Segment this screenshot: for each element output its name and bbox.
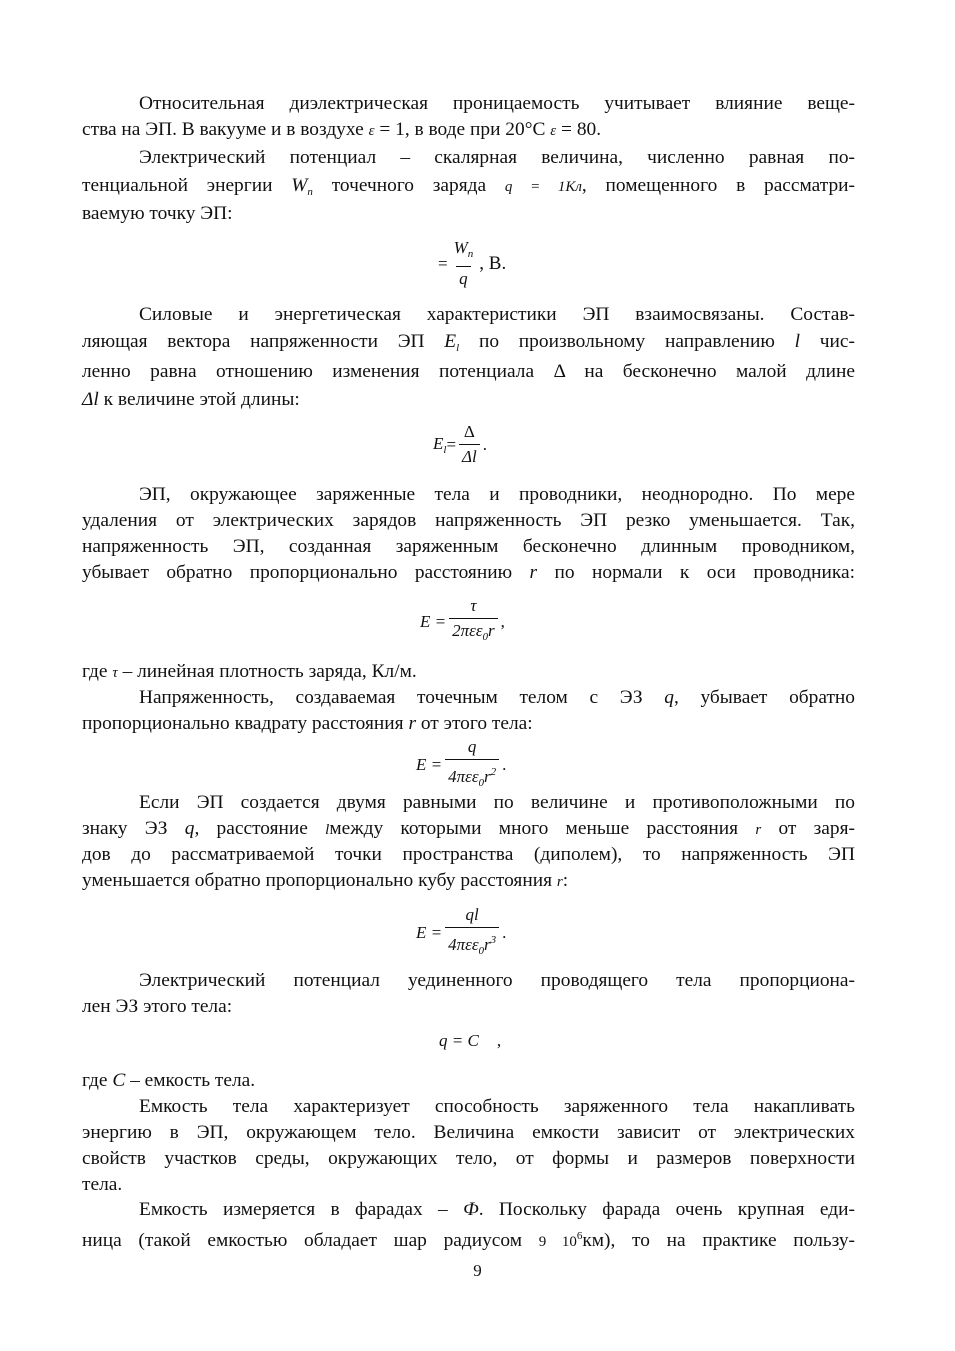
formula-point-charge: E = $\frac{q}{4\pi\varepsilon\varepsilon_0r^2}$ .	[416, 737, 506, 793]
text-line: ваемую точку ЭП:	[82, 203, 233, 224]
text-line: свойств участков среды, окружающих тело, от формы и размеров поверхности	[82, 1148, 855, 1169]
formula-dipole: E = $\frac{ql}{4\pi\varepsilon\varepsilon_0r^3}$ .	[416, 905, 506, 961]
formula-capacitance: q = C ,	[439, 1031, 502, 1050]
text-line: дов до рассматриваемой точки пространства (диполем), то напряженность ЭП	[82, 844, 855, 865]
text-line: Если ЭП создается двумя равными по величине и противоположными по	[139, 792, 855, 813]
text-line: ница (такой емкостью обладает шар радиусом 9 $10^6км$), то на практике пользу-	[82, 1230, 856, 1251]
text-line: энергию в ЭП, окружающем тело. Величина емкости зависит от электрических	[82, 1122, 855, 1143]
text-line: удаления от электрических зарядов напряженность ЭП резко уменьшается. Так,	[82, 510, 855, 531]
text-line: тенциальной энергии $W_п$ точечного заряда q = 1Кл, помещенного в рассматри-	[82, 175, 856, 198]
text-line: Относительная диэлектрическая проницаемость учитывает влияние веще-	[139, 93, 855, 114]
formula-potential: = $\frac{W_п}{q}$ , В.	[438, 238, 507, 288]
text-line: Емкость измеряется в фарадах – Ф. Поскольку фарада очень крупная еди-	[139, 1199, 855, 1220]
text-line: ства на ЭП. В вакууме и в воздухе ε = 1, в воде при 20°С ε = 80.	[82, 119, 602, 140]
text-line: напряженность ЭП, созданная заряженным бесконечно длинным проводником,	[82, 536, 855, 557]
text-line: уменьшается обратно пропорционально кубу расстояния r:	[82, 870, 569, 891]
text-line: где C – емкость тела.	[82, 1070, 256, 1091]
text-line: Емкость тела характеризует способность заряженного тела накапливать	[139, 1096, 855, 1117]
text-line: Электрический потенциал уединенного проводящего тела пропорциона-	[139, 970, 855, 991]
text-line: лен ЭЗ этого тела:	[82, 996, 233, 1017]
formula-line-charge: E = $\frac{\tau}{2\pi\varepsilon\varepsilon_0r}$ ,	[420, 596, 505, 647]
text-line: где τ – линейная плотность заряда, Кл/м.	[82, 661, 417, 682]
formula-field-component: $E_l$ = $\frac{\Delta}{\Delta l}$ .	[433, 422, 487, 466]
text-line: Напряженность, создаваемая точечным телом с ЭЗ q, убывает обратно	[139, 687, 855, 708]
text-line: тела.	[82, 1174, 123, 1195]
text-line: ленно равна отношению изменения потенциала Δ на бесконечно малой длине	[82, 361, 855, 382]
text-line: знаку ЭЗ q, расстояние lмежду которыми много меньше расстояния r от заря-	[82, 818, 855, 839]
text-line: пропорционально квадрату расстояния r от этого тела:	[82, 713, 533, 734]
text-line: Силовые и энергетическая характеристики ЭП взаимосвязаны. Состав-	[139, 304, 855, 325]
text-line: Электрический потенциал – скалярная величина, численно равная по-	[139, 147, 855, 168]
text-line: убывает обратно пропорционально расстоянию r по нормали к оси проводника:	[82, 562, 855, 583]
text-line: ЭП, окружающее заряженные тела и проводники, неоднородно. По мере	[139, 484, 855, 505]
text-line: ляющая вектора напряженности ЭП $E_l$ по произвольному направлению l чис-	[82, 331, 855, 354]
page-number: 9	[473, 1261, 482, 1280]
text-line: Δl к величине этой длины:	[82, 389, 300, 410]
